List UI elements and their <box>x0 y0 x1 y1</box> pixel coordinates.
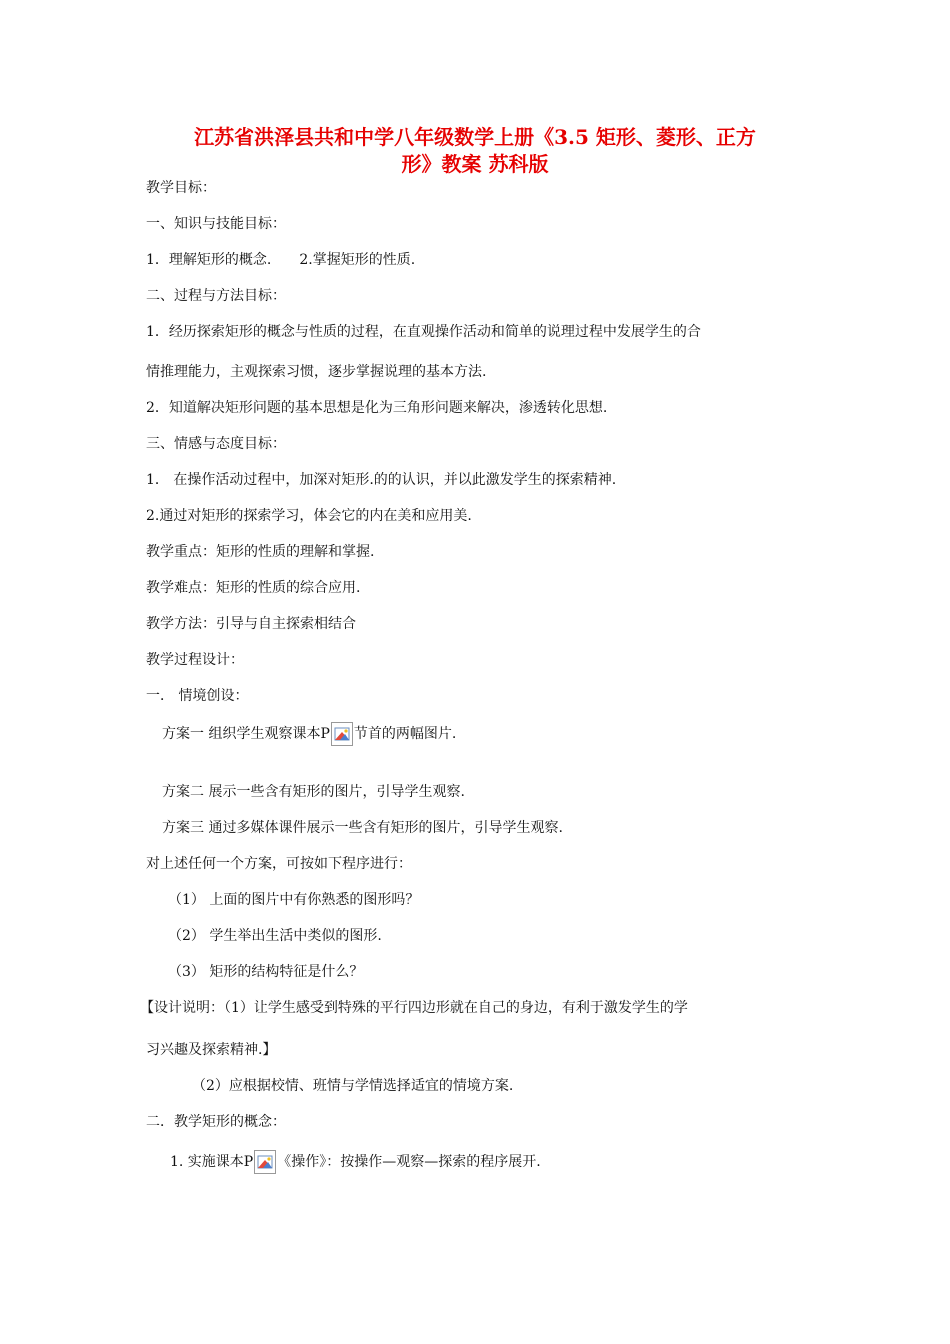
text-line: 【设计说明：（1）让学生感受到特殊的平行四边形就在自己的身边，有利于激发学生的学 <box>140 1000 688 1016</box>
broken-image-icon <box>331 722 353 746</box>
text-line: 1．经历探索矩形的概念与性质的过程，在直观操作活动和简单的说理过程中发展学生的合 <box>146 324 701 340</box>
text-line: 一． 情境创设： <box>146 688 249 704</box>
text-line: 习兴趣及探索精神.】 <box>146 1042 277 1058</box>
text-line: （1） 上面的图片中有你熟悉的图形吗？ <box>168 892 420 908</box>
document-title <box>120 124 830 178</box>
text-line: 教学难点：矩形的性质的综合应用. <box>146 580 361 596</box>
text-line: 情推理能力，主观探索习惯，逐步掌握说理的基本方法. <box>146 364 487 380</box>
plan-1-text: 方案一 组织学生观察课本P <box>162 726 330 742</box>
text-line: 二．教学矩形的概念： <box>146 1114 286 1130</box>
text-line: 二、过程与方法目标： <box>146 288 286 304</box>
text-line: 教学重点：矩形的性质的理解和掌握. <box>146 544 375 560</box>
text-line: 方案二 展示一些含有矩形的图片，引导学生观察. <box>162 784 465 800</box>
step-1-text-end: 《操作》：按操作—观察—探索的程序展开. <box>277 1154 541 1170</box>
title-line-2: 形》教案 苏科版 <box>401 152 549 176</box>
text-line: 三、情感与态度目标： <box>146 436 286 452</box>
text-line: 2．知道解决矩形问题的基本思想是化为三角形问题来解决，渗透转化思想. <box>146 400 608 416</box>
plan-1-text-end: 节首的两幅图片. <box>353 726 457 742</box>
text-line: 教学过程设计： <box>146 652 244 668</box>
text-line: 方案三 通过多媒体课件展示一些含有矩形的图片，引导学生观察. <box>162 820 563 836</box>
step-1-text: 1. 实施课本P <box>170 1154 254 1170</box>
text-line: （3） 矩形的结构特征是什么？ <box>168 964 364 980</box>
text-line: 教学方法：引导与自主探索相结合 <box>146 616 356 632</box>
objective-2: 2.掌握矩形的性质. <box>299 252 416 268</box>
text-line: （2） 学生举出生活中类似的图形. <box>168 928 382 944</box>
text-line <box>146 250 415 270</box>
text-line: 一、知识与技能目标： <box>146 216 286 232</box>
title-line-1: 江苏省洪泽县共和中学八年级数学上册《3.5 矩形、菱形、正方 <box>194 125 756 149</box>
text-line: 教学目标： <box>146 180 216 196</box>
text-line <box>170 1150 541 1174</box>
text-line: （2）应根据校情、班情与学情选择适宜的情境方案. <box>192 1078 514 1094</box>
text-line: 1． 在操作活动过程中，加深对矩形.的的认识，并以此激发学生的探索精神. <box>146 472 617 488</box>
broken-image-icon <box>254 1150 276 1174</box>
text-line: 对上述任何一个方案，可按如下程序进行： <box>146 856 412 872</box>
objective-1: 1．理解矩形的概念. <box>146 252 272 268</box>
text-line <box>162 722 456 746</box>
text-line: 2.通过对矩形的探索学习，体会它的内在美和应用美. <box>146 508 472 524</box>
